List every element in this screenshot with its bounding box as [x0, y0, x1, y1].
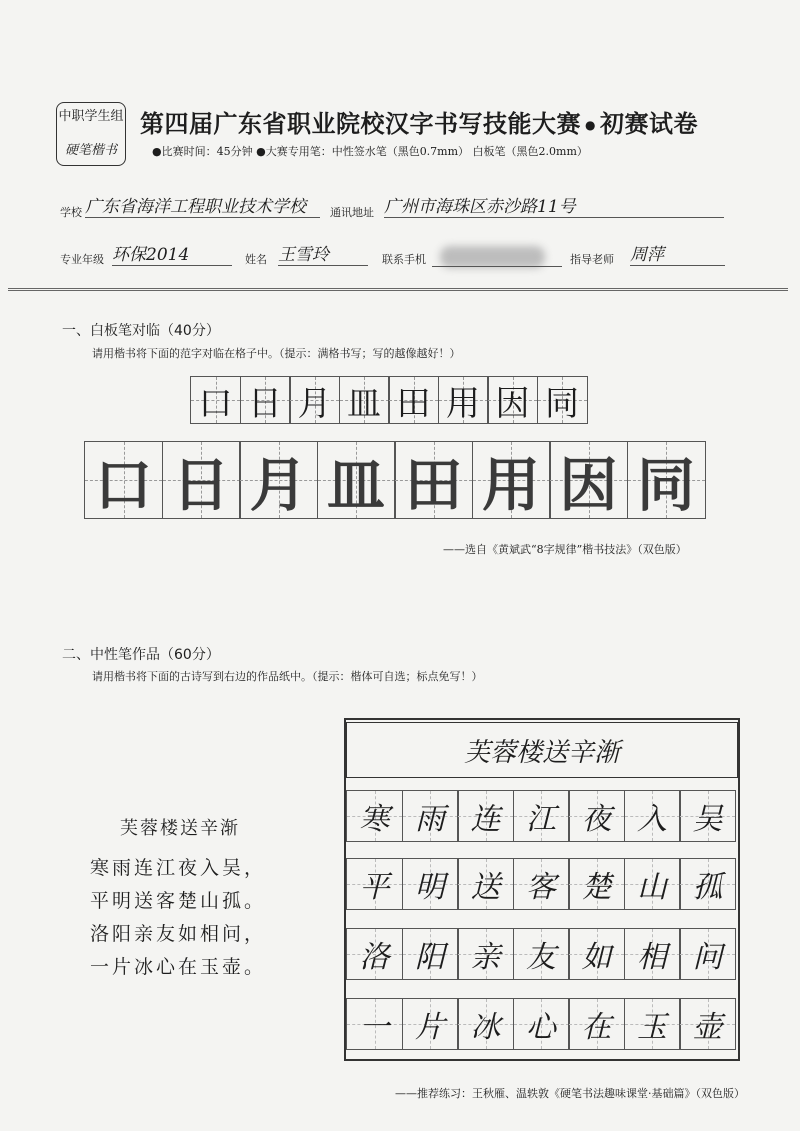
- grid-char: 雨: [415, 802, 445, 837]
- work-paper-title: 芙蓉楼送辛渐: [346, 722, 738, 778]
- grid-cell: [402, 928, 459, 980]
- grid-char: 口: [94, 451, 153, 519]
- grid-cell: [679, 858, 736, 910]
- grid-cell: [402, 790, 459, 842]
- section2-instruction: 请用楷书将下面的古诗写到右边的作品纸中。（提示：楷体可自选；标点免写！）: [92, 670, 483, 683]
- grid-cell: [394, 441, 473, 519]
- grid-cell: [679, 790, 736, 842]
- school-value: 广东省海洋工程职业技术学校: [85, 192, 320, 218]
- grid-char: 同: [636, 451, 695, 519]
- badge-line-2: 硬笔楷书: [64, 143, 117, 158]
- grid-cell: [513, 928, 570, 980]
- grid-char: 吴: [692, 802, 723, 837]
- grid-char: 田: [396, 383, 431, 424]
- grid-char: 月: [297, 383, 332, 424]
- badge-line-1: 中职学生组: [58, 109, 124, 124]
- grid-cell: [537, 376, 588, 424]
- grid-char: 问: [692, 940, 723, 975]
- grid-char: 如: [581, 940, 612, 975]
- grid-char: 平: [359, 870, 390, 905]
- grid-cell: [317, 441, 396, 519]
- name-label: 姓名: [245, 253, 267, 266]
- grid-char: 因: [495, 383, 530, 424]
- grid-char: 亲: [470, 940, 501, 975]
- grid-char: 友: [526, 940, 556, 975]
- grid-char: 皿: [326, 451, 385, 519]
- grid-char: 孤: [692, 870, 723, 905]
- section2-footer: ——推荐练习：王秋雁、温轶敦《硬笔书法趣味课堂·基础篇》（双色版）: [395, 1087, 745, 1100]
- grid-char: 皿: [347, 383, 381, 424]
- grid-char: 山: [637, 870, 667, 905]
- page-title: [140, 104, 698, 139]
- exam-rules: ●比赛时间：45分钟 ●大赛专用笔：中性签水笔（黑色0.7mm） 白板笔（黑色2.0mm）: [152, 145, 588, 158]
- grid-cell: [346, 790, 403, 842]
- grid-char: 洛: [359, 940, 390, 975]
- title-dot-icon: ●: [585, 118, 596, 132]
- grid-char: 日: [171, 451, 230, 519]
- grid-cell: [339, 376, 390, 424]
- grid-cell: [624, 858, 681, 910]
- grid-cell: [289, 376, 340, 424]
- section1-title: 一、白板笔对临（40分）: [62, 323, 220, 339]
- grid-char: 田: [404, 451, 463, 519]
- grid-char: 夜: [581, 802, 612, 837]
- grid-cell: [457, 790, 514, 842]
- work-row: [346, 928, 735, 980]
- grid-char: 寒: [359, 802, 390, 837]
- teacher-value: 周萍: [630, 240, 725, 266]
- name-value: 王雪玲: [278, 240, 368, 266]
- grid-char: 因: [559, 451, 618, 519]
- poem-line: 寒雨连江夜入吴，: [90, 857, 267, 879]
- work-row: [346, 790, 735, 842]
- section1-source: ——选自《黄斌武“8字规律”楷书技法》（双色版）: [443, 543, 687, 556]
- grid-char: 用: [446, 383, 480, 424]
- grid-cell: [84, 441, 163, 519]
- grid-cell: [513, 998, 570, 1050]
- grid-char: 阳: [415, 940, 445, 975]
- grid-char: 同: [545, 383, 579, 424]
- grid-cell: [402, 998, 459, 1050]
- address-label: 通讯地址: [330, 206, 374, 219]
- grid-char: 壶: [692, 1010, 723, 1045]
- grid-cell: [679, 928, 736, 980]
- grid-cell: [457, 858, 514, 910]
- phone-underline: [432, 266, 562, 267]
- address-value: 广州市海珠区赤沙路11号: [384, 192, 724, 218]
- grid-cell: [190, 376, 241, 424]
- grid-cell: [568, 790, 625, 842]
- poem-line: 平明送客楚山孤。: [90, 890, 267, 912]
- major-value: 环保2014: [112, 240, 232, 266]
- section1-instruction: 请用楷书将下面的范字对临在格子中。（提示：满格书写；写的越像越好！）: [92, 347, 461, 360]
- grid-cell: [513, 858, 570, 910]
- grid-char: 楚: [581, 870, 612, 905]
- grid-cell: [627, 441, 706, 519]
- grid-char: 用: [481, 451, 540, 519]
- section2-title: 二、中性笔作品（60分）: [62, 647, 220, 663]
- grid-cell: [513, 790, 570, 842]
- poem-line: 一片冰心在玉壶。: [90, 956, 267, 978]
- work-row: [346, 858, 735, 910]
- grid-char: 月: [249, 451, 308, 519]
- grid-char: 心: [526, 1010, 556, 1045]
- grid-cell: [457, 928, 514, 980]
- grid-cell: [457, 998, 514, 1050]
- grid-char: 明: [415, 870, 445, 905]
- phone-label: 联系手机: [382, 253, 426, 266]
- school-label: 学校: [60, 206, 82, 219]
- model-grid: [84, 441, 704, 519]
- redacted-phone: [440, 246, 545, 268]
- poem-line: 洛阳亲友如相问，: [90, 923, 267, 945]
- grid-cell: [162, 441, 241, 519]
- group-badge: [56, 102, 126, 166]
- grid-char: 一: [359, 1010, 390, 1045]
- grid-char: 玉: [637, 1010, 667, 1045]
- poem-title: 芙蓉楼送辛渐: [120, 818, 240, 839]
- header-divider: [8, 288, 788, 291]
- grid-char: 口: [198, 383, 233, 424]
- grid-char: 客: [526, 870, 556, 905]
- grid-cell: [487, 376, 538, 424]
- grid-char: 冰: [470, 1010, 501, 1045]
- grid-cell: [346, 998, 403, 1050]
- teacher-label: 指导老师: [570, 253, 614, 266]
- grid-char: 片: [415, 1010, 445, 1045]
- work-row: [346, 998, 735, 1050]
- grid-cell: [438, 376, 489, 424]
- grid-cell: [549, 441, 628, 519]
- grid-cell: [346, 928, 403, 980]
- title-suffix: 初赛试卷: [599, 110, 698, 138]
- grid-char: 日: [248, 383, 282, 424]
- grid-char: 在: [581, 1010, 612, 1045]
- grid-cell: [472, 441, 551, 519]
- major-label: 专业年级: [60, 253, 104, 266]
- grid-cell: [568, 998, 625, 1050]
- grid-cell: [239, 441, 318, 519]
- grid-cell: [624, 790, 681, 842]
- grid-char: 江: [526, 802, 556, 837]
- grid-cell: [388, 376, 439, 424]
- grid-cell: [679, 998, 736, 1050]
- grid-cell: [624, 928, 681, 980]
- grid-cell: [624, 998, 681, 1050]
- title-main: 第四届广东省职业院校汉字书写技能大赛: [140, 110, 581, 138]
- practice-grid: [190, 376, 586, 424]
- grid-cell: [240, 376, 291, 424]
- grid-char: 送: [470, 870, 501, 905]
- grid-cell: [402, 858, 459, 910]
- grid-cell: [568, 928, 625, 980]
- grid-char: 入: [637, 802, 667, 837]
- grid-cell: [346, 858, 403, 910]
- grid-cell: [568, 858, 625, 910]
- grid-char: 相: [637, 940, 667, 975]
- grid-char: 连: [470, 802, 501, 837]
